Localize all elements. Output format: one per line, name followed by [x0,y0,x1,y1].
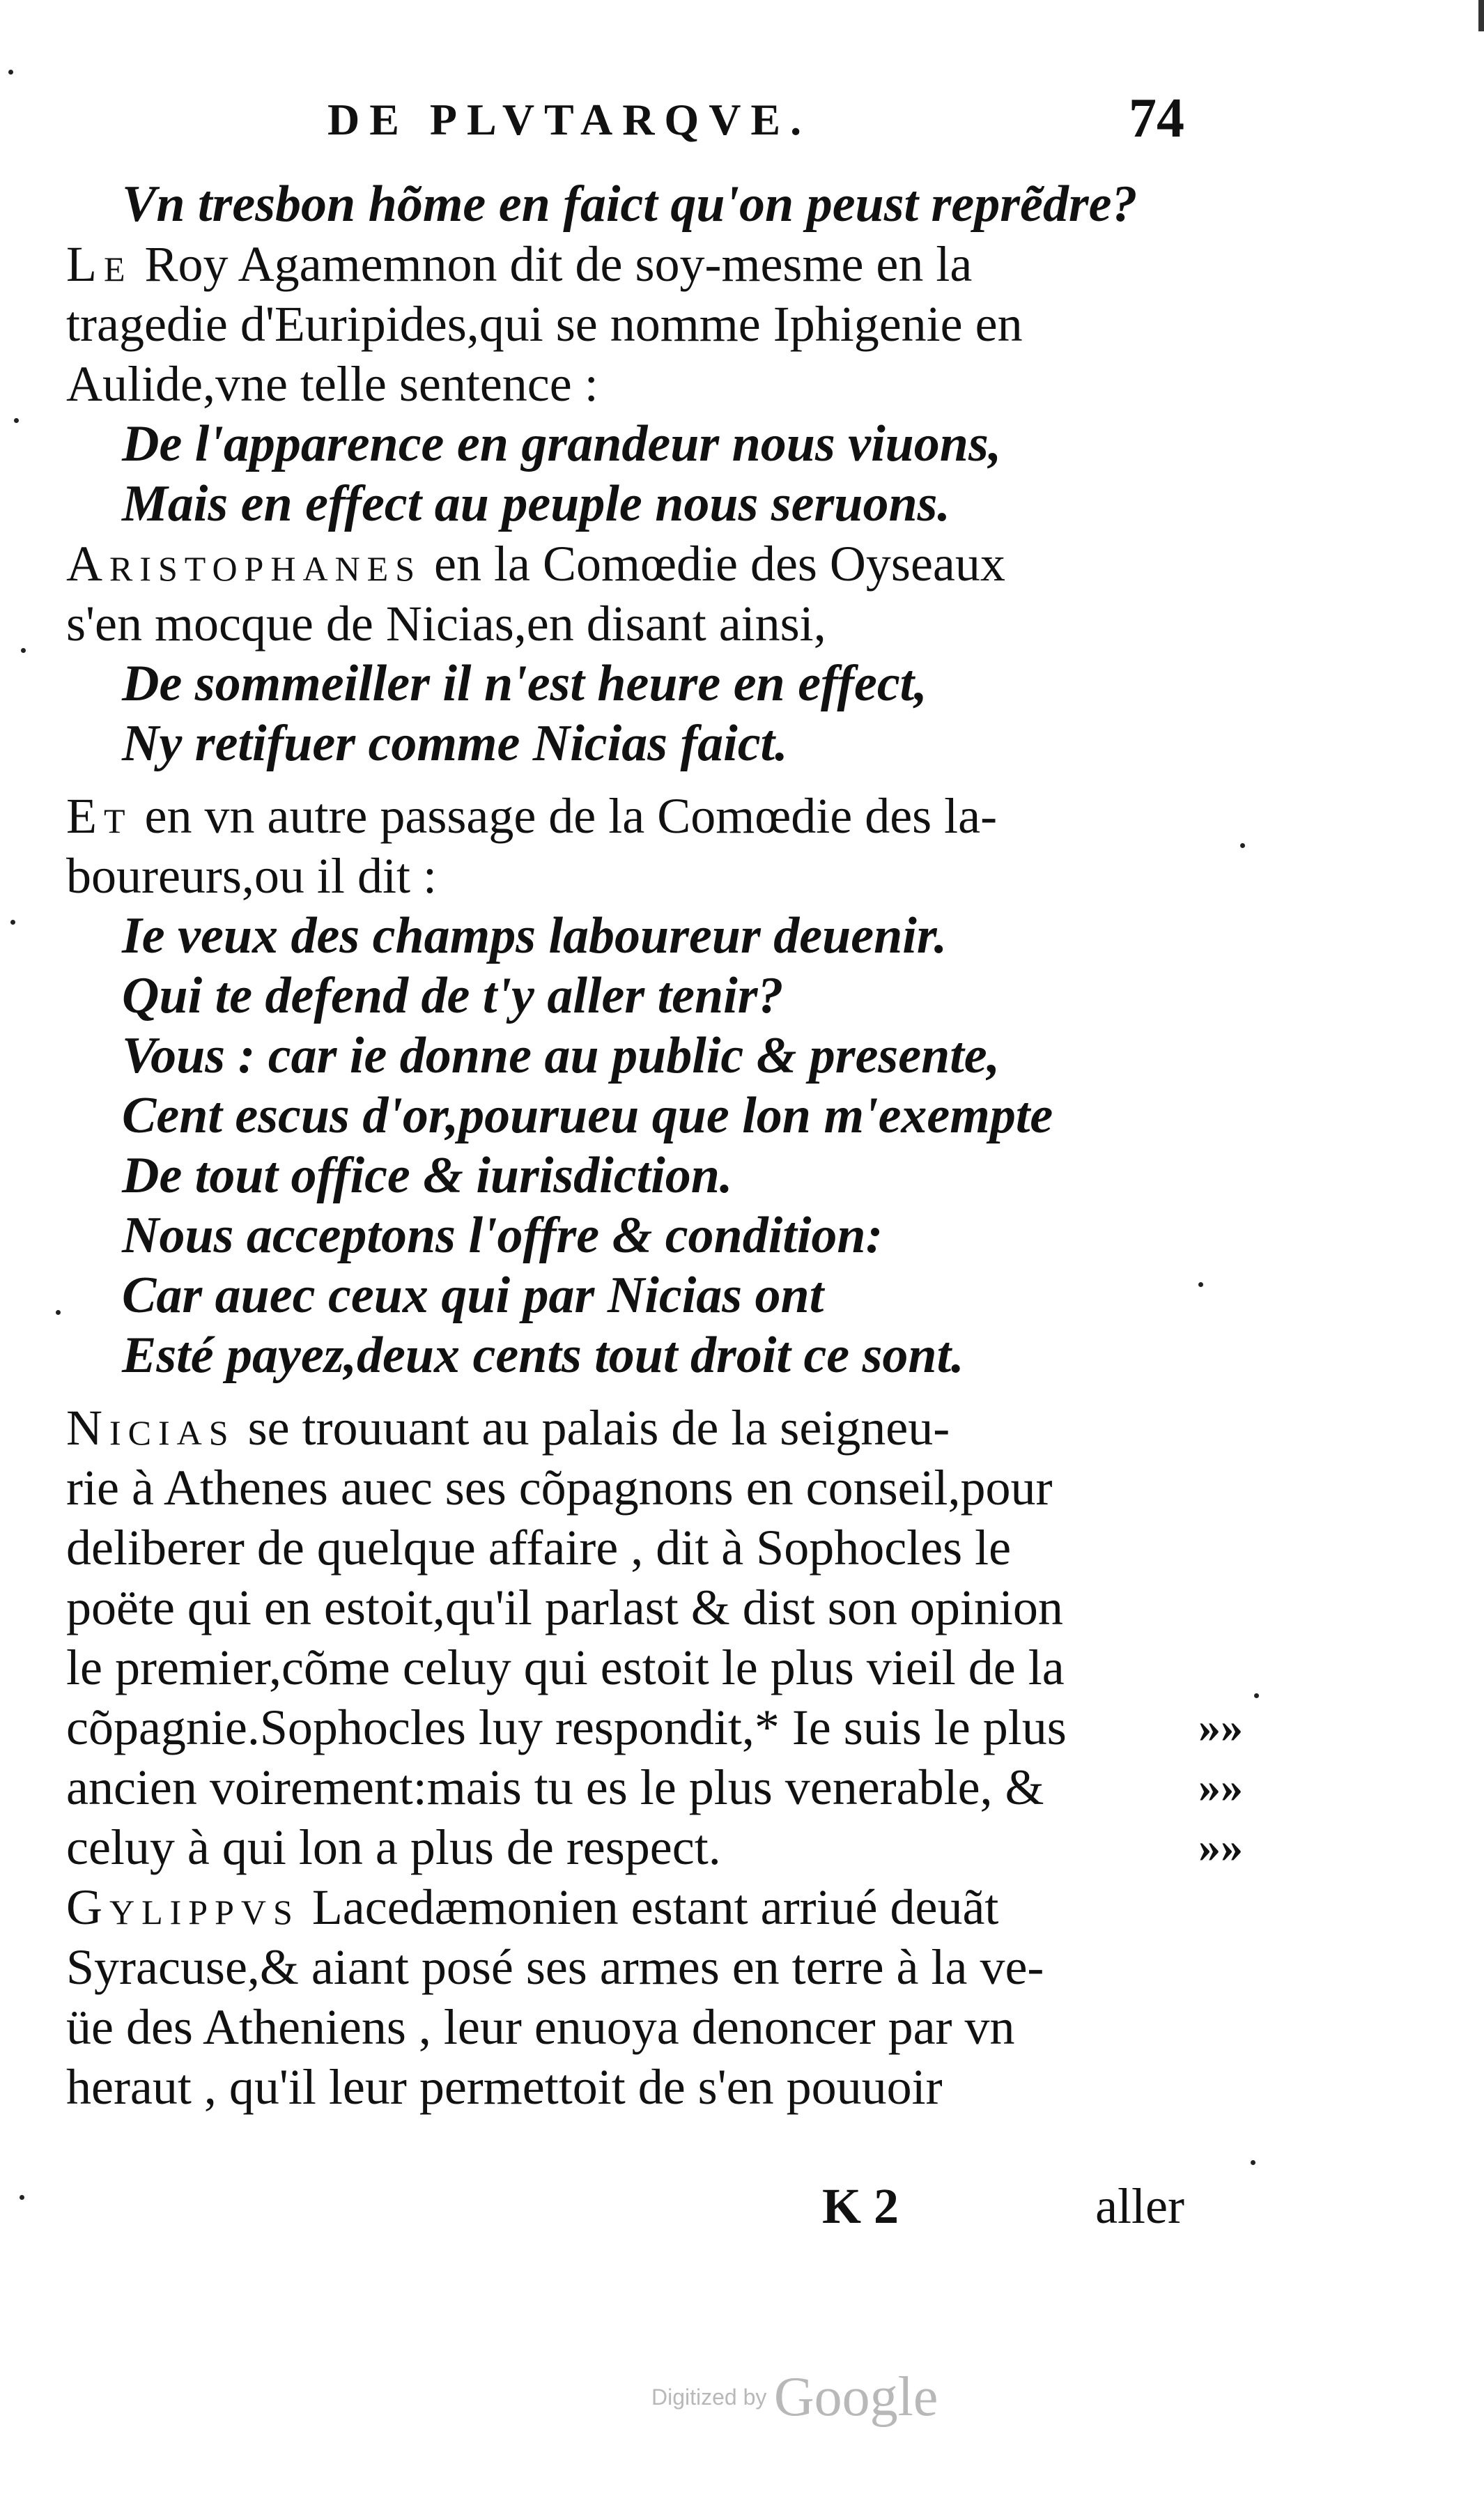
line-text: en vn autre passage de la Comœdie des la- [132,788,998,844]
line-text: poëte qui en estoit,qu'il parlast & dist son opinion [66,1580,1063,1635]
line-text: Roy Agamemnon dit de soy-mesme en la [132,236,973,292]
line-text: celuy à qui lon a plus de respect. [66,1819,721,1875]
page-header [327,87,1184,157]
signature-mark: K 2 [822,2178,899,2234]
prose-line [66,354,1181,414]
print-speck [14,418,19,423]
prose-line [66,1697,1243,1757]
line-text: Aulide,vne telle sentence : [66,356,598,412]
line-text: le premier,cõme celuy qui estoit le plus vieil de la [66,1640,1065,1695]
verse-line [66,1146,1181,1205]
watermark-prefix: Digitized by [651,2385,767,2410]
line-text: De l'apparence en grandeur nous viuons, [122,415,1002,472]
text-block [66,174,1243,2117]
marginal-quote-mark: »» [1198,1822,1243,1872]
verse-line [66,906,1181,966]
paragraph-lead-word: Gylippvs [66,1879,300,1935]
prose-line [66,234,1181,294]
prose-line [66,534,1181,594]
verse-line [66,654,1181,714]
prose-line [66,2057,1181,2117]
verse-line [66,1026,1181,1086]
prose-line [66,1997,1181,2057]
line-text: cõpagnie.Sophocles luy respondit,* Ie suis le plus [66,1700,1067,1755]
prose-line [66,1638,1181,1697]
line-text: deliberer de quelque affaire , dit à Sophocles le [66,1520,1012,1576]
line-text: Syracuse,& aiant posé ses armes en terre à la ve- [66,1939,1044,1995]
marginal-quote-mark: »» [1198,1762,1243,1812]
line-text: Car auec ceux qui par Nicias ont [122,1267,824,1324]
verse-line [66,1265,1181,1325]
prose-line [66,786,1181,846]
line-text: Mais en effect au peuple nous seruons. [122,475,950,532]
line-text: Cent escus d'or,pourueu que lon m'exempte [122,1087,1053,1144]
print-speck [1251,2160,1255,2165]
print-speck [1254,1693,1259,1698]
verse-line [66,414,1181,474]
print-speck [10,920,15,925]
line-text: Lacedæmonien estant arriué deuãt [299,1879,999,1935]
line-text: Esté payez,deux cents tout droit ce sont. [122,1327,964,1384]
prose-line [66,1398,1181,1458]
line-text: tragedie d'Euripides,qui se nomme Iphigenie en [66,296,1023,352]
verse-line [66,1205,1181,1265]
paragraph-lead-word: Et [66,788,132,844]
prose-line [66,594,1181,654]
prose-line [66,846,1181,906]
line-text: boureurs,ou il dit : [66,848,437,904]
prose-line [66,1937,1181,1997]
print-speck [56,1310,61,1315]
page-number: 74 [1129,88,1184,149]
line-text: Ny retifuer comme Nicias faict. [122,715,788,772]
line-text: en la Comœdie des Oyseaux [422,536,1005,592]
line-text: Qui te defend de t'y aller tenir? [122,967,784,1024]
verse-line [66,966,1181,1026]
line-text: üe des Atheniens , leur enuoya denoncer par vn [66,1999,1015,2055]
verse-line [66,174,1181,234]
line-text: se trouuant au palais de la seigneu- [235,1400,950,1456]
print-speck [1240,843,1245,848]
print-speck [8,70,13,75]
line-text: Vn tresbon hõme en faict qu'on peust reprẽdre? [122,176,1138,233]
marginal-quote-mark: »» [1198,1702,1243,1752]
line-text: heraut , qu'il leur permettoit de s'en pouuoir [66,2059,943,2115]
prose-line [66,1817,1243,1877]
print-speck [1198,1282,1203,1287]
page-edge-mark [1478,0,1484,31]
verse-line [66,714,1181,773]
line-text: Nous acceptons l'offre & condition: [122,1207,883,1264]
print-speck [20,2195,24,2200]
verse-line [66,1086,1181,1146]
prose-line [66,1578,1181,1638]
prose-line [66,1518,1181,1578]
line-text: Ie veux des champs laboureur deuenir. [122,907,948,964]
watermark-brand: Google [773,2366,938,2428]
verse-line [66,474,1181,534]
line-text: ancien voirement:mais tu es le plus venerable, & [66,1759,1044,1815]
print-speck [21,648,26,653]
line-text: s'en mocque de Nicias,en disant ainsi, [66,596,826,652]
prose-line [66,1877,1181,1937]
running-head: DE PLVTARQVE. [327,95,812,144]
prose-line [66,294,1181,354]
footer-line [822,2178,1184,2240]
catchword: aller [1095,2178,1184,2234]
prose-line [66,1458,1181,1518]
prose-line [66,1757,1243,1817]
line-text: De tout office & iurisdiction. [122,1147,733,1204]
paragraph-lead-word: Le [66,236,132,292]
paragraph-lead-word: Aristophanes [66,536,422,592]
line-text: rie à Athenes auec ses cõpagnons en conseil,pour [66,1460,1053,1516]
line-text: De sommeiller il n'est heure en effect, [122,655,927,712]
digitized-watermark [651,2366,938,2428]
paragraph-lead-word: Nicias [66,1400,235,1456]
line-text: Vous : car ie donne au public & presente, [122,1027,1000,1084]
verse-line [66,1325,1181,1385]
